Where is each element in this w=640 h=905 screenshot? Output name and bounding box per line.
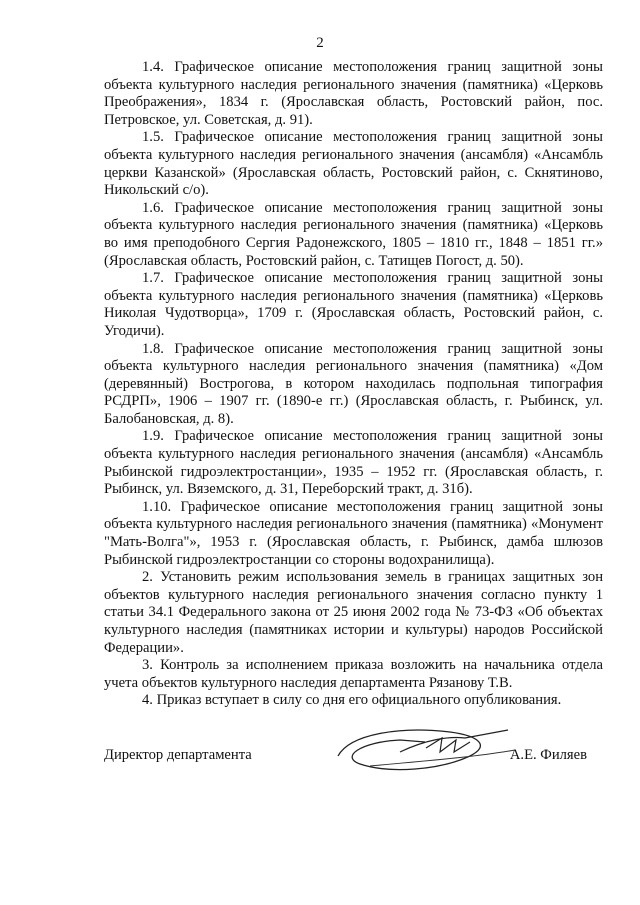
- signer-title: Директор департамента: [104, 747, 252, 763]
- paragraph-3: 3. Контроль за исполнением приказа возложить на начальника отдела учета объектов культурного наследия департамента Рязанову Т.В.: [104, 657, 603, 691]
- paragraph-1-8: 1.8. Графическое описание местоположения границ защитной зоны объекта культурного наследия регионального значения (памятника) «Дом (деревянный) Вострогова, в котором находилась подпольная типография РСДРП», 1906 – 1907 гг. (1890-е гг.) (Ярославская область, г. Рыбинск, ул. Балобановская, д. 8).: [104, 340, 603, 427]
- paragraph-1-5: 1.5. Графическое описание местоположения границ защитной зоны объекта культурного наследия регионального значения (ансамбля) «Ансамбль церкви Казанской» (Ярославская область, Ростовский район, с. Скнятиново, Никольский с/о).: [104, 129, 603, 199]
- paragraph-1-7: 1.7. Графическое описание местоположения границ защитной зоны объекта культурного наследия регионального значения (памятника) «Церковь Николая Чудотворца», 1709 г. (Ярославская область, Ростовский район, с. Угодичи).: [104, 270, 603, 339]
- paragraph-1-6: 1.6. Графическое описание местоположения границ защитной зоны объекта культурного наследия регионального значения (памятника) «Церковь во имя преподобного Сергия Радонежского, 1805 – 1810 гг., 1848 – 1851 гг.» (Ярославская область, Ростовский район, с. Татищев Погост, д. 50).: [104, 199, 603, 269]
- paragraph-2: 2. Установить режим использования земель в границах защитных зон объектов культурного наследия регионального значения согласно пункту 1 статьи 34.1 Федерального закона от 25 июня 2002 года № 73-ФЗ «Об объектах культурного наследия (памятниках истории и культуры) народов Российской Федерации».: [104, 569, 603, 656]
- document-body: [104, 59, 603, 710]
- signature-block: [104, 747, 603, 767]
- paragraph-1-4: 1.4. Графическое описание местоположения границ защитной зоны объекта культурного наследия регионального значения (памятника) «Церковь Преображения», 1834 г. (Ярославская область, Ростовский район, пос. Петровское, ул. Советская, д. 91).: [104, 59, 603, 128]
- signer-name: А.Е. Филяев: [509, 747, 587, 763]
- page-number: 2: [316, 35, 324, 51]
- paragraph-1-9: 1.9. Графическое описание местоположения границ защитной зоны объекта культурного наследия регионального значения (ансамбля) «Ансамбль Рыбинской гидроэлектростанции», 1935 – 1952 гг. (Ярославская область, г. Рыбинск, ул. Вяземского, д. 31, Переборский тракт, д. 31б).: [104, 428, 603, 498]
- paragraph-1-10: 1.10. Графическое описание местоположения границ защитной зоны объекта культурного наследия регионального значения (памятника) «Монумент "Мать-Волга"», 1953 г. (Ярославская область, г. Рыбинск, дамба шлюзов Рыбинской гидроэлектростанции со стороны водохранилища).: [104, 498, 603, 568]
- paragraph-4: 4. Приказ вступает в силу со дня его официального опубликования.: [142, 692, 562, 709]
